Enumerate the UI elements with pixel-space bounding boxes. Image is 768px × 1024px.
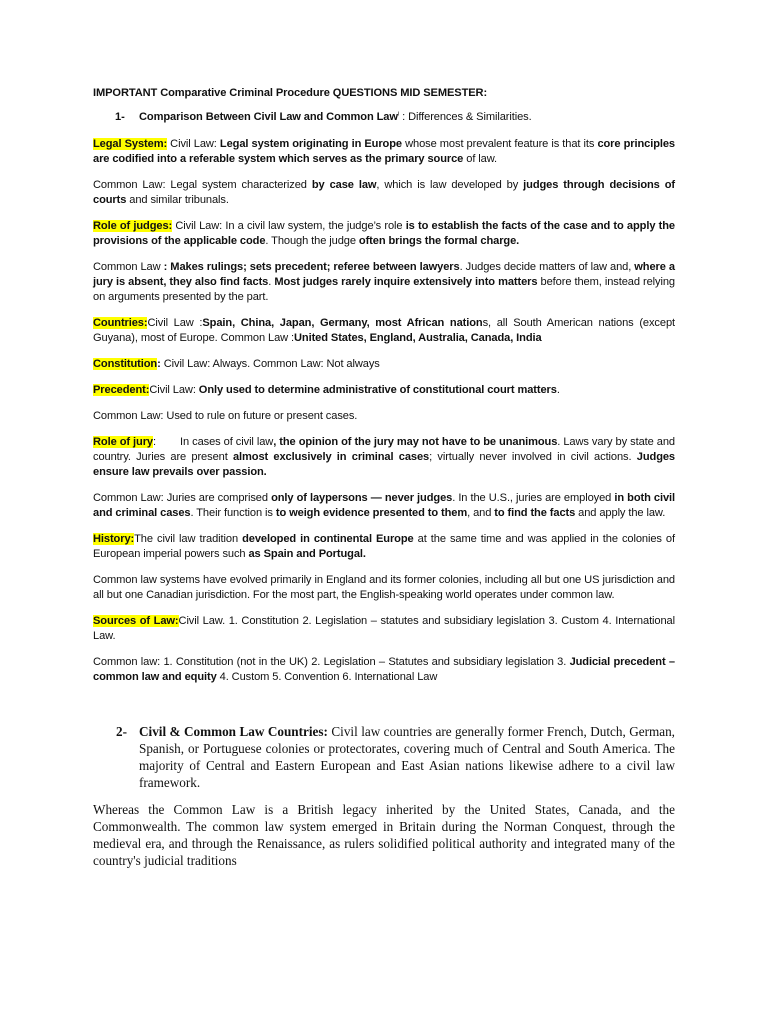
- bold-run: developed in continental Europe: [242, 533, 414, 545]
- question-number: 1-: [115, 111, 125, 123]
- precedent-label: Precedent:: [93, 384, 150, 396]
- text-run: Civil Law. 1. Constitution 2. Legislation – statutes and subsidiary legislation 3. Custom 4. International Law.: [93, 615, 675, 642]
- bold-run: Only used to determine administrative of constitutional court matters: [198, 384, 557, 396]
- history-label: History:: [93, 533, 135, 545]
- bold-run: as Spain and Portugal.: [248, 548, 366, 560]
- whereas-paragraph: Whereas the Common Law is a British legacy inherited by the United States, Canada, and the Commonwealth. The common law system emerged in Britain during the Norman Conquest, through the medieval era, and through the Renaissance, as rulers solidified political authority and integrated many of the country's judicial traditions: [93, 802, 675, 868]
- document-page: [93, 86, 675, 869]
- text-run: at the same time and was applied in the colonies of European imperial powers such: [93, 533, 675, 560]
- countries-paragraph: [93, 316, 675, 346]
- bold-run: where a jury is absent, they also find facts: [93, 261, 675, 288]
- role-jury-civil: [93, 435, 675, 480]
- text-run: ; virtually never involved in civil actions.: [429, 451, 637, 463]
- text-run: Common law: 1. Constitution (not in the UK) 2. Legislation – Statutes and subsidiary legislation 3.: [93, 656, 570, 668]
- text-run: s, all South American nations (except Guyana), most of Europe. Common Law :: [93, 317, 676, 344]
- role-judges-label: Role of judges:: [93, 220, 173, 232]
- countries-label: Countries:: [93, 317, 148, 329]
- text-run: before them, instead relying on arguments presented by the part.: [93, 276, 675, 303]
- text-run: . Their function is: [190, 507, 276, 519]
- role-judges-common: [93, 260, 675, 305]
- bold-run: : Makes rulings; sets precedent; referee between lawyers: [163, 261, 460, 273]
- legal-system-civil: [93, 137, 675, 167]
- legal-system-label: Legal System:: [93, 138, 168, 150]
- bold-run: in both civil and criminal cases: [93, 492, 675, 519]
- text-run: Civil law countries are generally former French, Dutch, German, Spanish, or Portuguese colonies or protectorates, covering much of Central and South America. The majority of Central and Eastern European and East Asian nations likewise adhere to a civil law framework.: [139, 724, 675, 790]
- bold-run: Spain, China, Japan, Germany, most African nation: [202, 317, 483, 329]
- text-run: and similar tribunals.: [126, 194, 229, 206]
- text-run: Civil Law: Always. Common Law: Not always: [160, 358, 380, 370]
- bold-run: often brings the formal charge.: [358, 235, 520, 247]
- text-run: The civil law tradition: [134, 533, 243, 545]
- text-run: 4. Custom 5. Convention 6. International Law: [216, 671, 438, 683]
- bold-run: Judicial precedent – common law and equity: [93, 656, 675, 683]
- endnote-marker: i: [397, 111, 400, 118]
- text-run: .: [556, 384, 560, 396]
- text-run: and apply the law.: [575, 507, 666, 519]
- role-judges-civil: [93, 219, 675, 249]
- bold-run: judges through decisions of courts: [93, 179, 675, 206]
- bold-run: , the opinion of the jury may not have to be unanimous: [273, 436, 558, 448]
- text-run: . Judges decide matters of law and,: [459, 261, 635, 273]
- bold-run: almost exclusively in criminal cases: [232, 451, 430, 463]
- question-heading-rest: : Differences & Similarities.: [399, 111, 532, 123]
- bold-run: to weigh evidence presented to them: [275, 507, 468, 519]
- text-run: . Though the judge: [265, 235, 359, 247]
- question-number: 2-: [116, 724, 127, 739]
- bold-run: Most judges rarely inquire extensively into matters: [274, 276, 538, 288]
- text-run: .: [268, 276, 275, 288]
- text-run: Civil Law :: [147, 317, 203, 329]
- question-2-heading: Civil & Common Law Countries:: [139, 724, 328, 739]
- question-1-heading: [115, 110, 675, 125]
- bold-run: :: [157, 358, 161, 370]
- bold-run: United States, England, Australia, Canada, India: [294, 332, 542, 344]
- constitution-paragraph: [93, 357, 675, 372]
- role-jury-label: Role of jury: [93, 436, 154, 448]
- bold-run: core principles are codified into a referable system which serves as the primary source: [93, 138, 675, 165]
- text-run: , which is law developed by: [376, 179, 524, 191]
- history-common: Common law systems have evolved primarily in England and its former colonies, including all but one US jurisdiction and all but one Canadian jurisdiction. For the most part, the English-speaking world operates under common law.: [93, 574, 675, 601]
- question-2-body: [139, 723, 675, 791]
- bold-run: Legal system originating in Europe: [219, 138, 402, 150]
- precedent-civil: [93, 383, 675, 398]
- bold-run: is to establish the facts of the case and to apply the provisions of the applicable code: [93, 220, 675, 247]
- bold-run: to find the facts: [494, 507, 576, 519]
- text-run: Common Law: Legal system characterized: [93, 179, 312, 191]
- text-run: :: [153, 436, 156, 448]
- text-run: Civil Law:: [167, 138, 220, 150]
- text-run: Common Law: [93, 261, 164, 273]
- text-run: Civil Law:: [149, 384, 199, 396]
- history-civil: [93, 532, 675, 562]
- question-heading-bold: Comparison Between Civil Law and Common Law: [139, 111, 398, 123]
- text-run: Common Law: Juries are comprised: [93, 492, 272, 504]
- precedent-common: Common Law: Used to rule on future or present cases.: [93, 410, 358, 422]
- text-run: whose most prevalent feature is that its: [401, 138, 598, 150]
- sources-civil: [93, 614, 675, 644]
- question-2: [116, 723, 675, 791]
- legal-system-common: [93, 178, 675, 208]
- constitution-label: Constitution: [93, 358, 158, 370]
- sources-common: [93, 655, 675, 685]
- text-run: of law.: [463, 153, 497, 165]
- document-title: IMPORTANT Comparative Criminal Procedure QUESTIONS MID SEMESTER:: [93, 87, 488, 99]
- text-run: Civil Law: In a civil law system, the judge’s role: [172, 220, 406, 232]
- text-run: . In the U.S., juries are employed: [452, 492, 615, 504]
- text-run: . Laws vary by state and country. Juries are present: [93, 436, 675, 463]
- role-jury-common: [93, 491, 675, 521]
- text-run: In cases of civil law: [180, 436, 274, 448]
- bold-run: by case law: [311, 179, 377, 191]
- text-run: , and: [467, 507, 495, 519]
- bold-run: Judges ensure law prevails over passion.: [93, 451, 676, 478]
- sources-label: Sources of Law:: [93, 615, 179, 627]
- bold-run: only of laypersons — never judges: [271, 492, 453, 504]
